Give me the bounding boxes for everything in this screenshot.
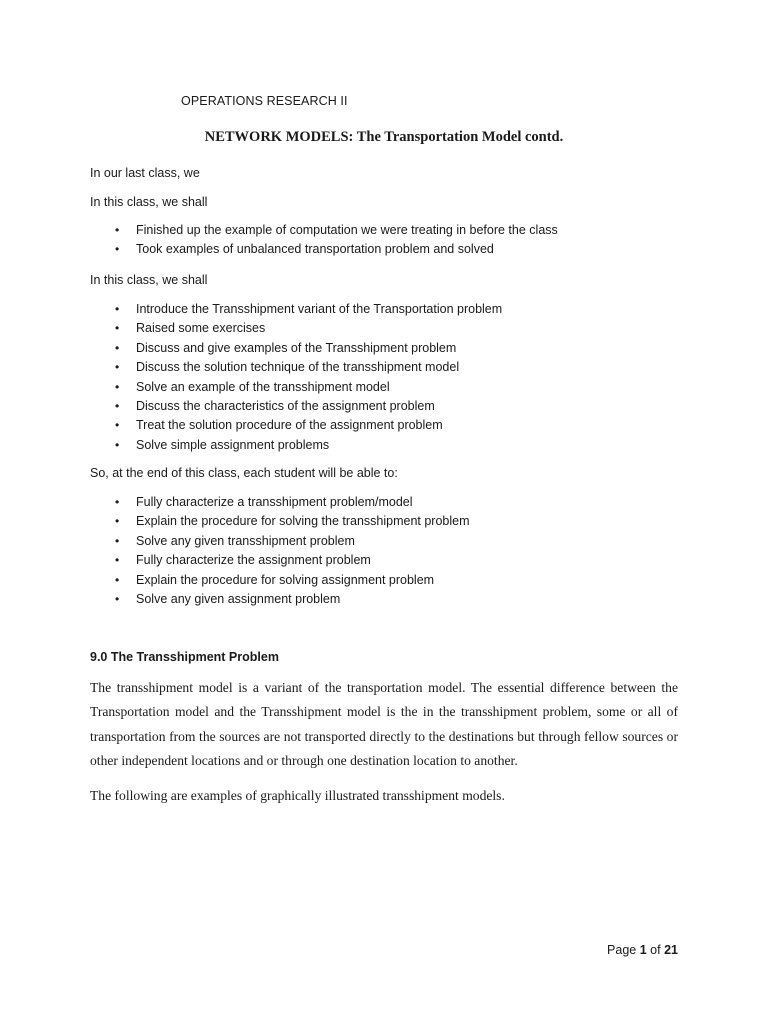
bullet-icon: • bbox=[115, 379, 120, 394]
section-paragraph-2: The following are examples of graphically illustrated transshipment models. bbox=[90, 788, 505, 803]
bullet-icon: • bbox=[115, 533, 120, 548]
section-heading: 9.0 The Transshipment Problem bbox=[90, 650, 279, 664]
bullet-icon: • bbox=[115, 340, 120, 355]
bullet-icon: • bbox=[115, 321, 120, 336]
of-label: of bbox=[650, 943, 661, 957]
last-class-list bbox=[90, 221, 558, 260]
document-title: NETWORK MODELS: The Transportation Model contd. bbox=[204, 129, 564, 145]
list-item: • Fully characterize a transshipment problem/model bbox=[90, 493, 470, 512]
list-item: • Explain the procedure for solving assignment problem bbox=[90, 571, 470, 590]
list-item: • Took examples of unbalanced transportation problem and solved bbox=[90, 240, 558, 259]
bullet-icon: • bbox=[115, 437, 120, 452]
list-item: • Discuss the solution technique of the transshipment model bbox=[90, 358, 502, 377]
list-item: • Solve any given transshipment problem bbox=[90, 532, 470, 551]
bullet-icon: • bbox=[115, 591, 120, 606]
outcomes-list bbox=[90, 493, 470, 609]
list-item: • Treat the solution procedure of the assignment problem bbox=[90, 416, 502, 435]
bullet-icon: • bbox=[115, 398, 120, 413]
bullet-icon: • bbox=[115, 302, 120, 316]
list-item: • Finished up the example of computation we were treating in before the class bbox=[90, 221, 558, 240]
page-number bbox=[607, 943, 678, 957]
course-header: OPERATIONS RESEARCH II bbox=[181, 94, 348, 108]
this-class-list bbox=[90, 300, 502, 455]
list-item: • Discuss the characteristics of the assignment problem bbox=[90, 397, 502, 416]
bullet-icon: • bbox=[115, 572, 120, 587]
list-item: • Raised some exercises bbox=[90, 319, 502, 338]
bullet-icon: • bbox=[115, 418, 120, 433]
bullet-icon: • bbox=[115, 360, 120, 375]
total-pages: 21 bbox=[664, 943, 678, 957]
current-page: 1 bbox=[639, 943, 647, 957]
this-class-intro-2: In this class, we shall bbox=[90, 273, 208, 287]
bullet-icon: • bbox=[115, 223, 120, 237]
this-class-intro-1: In this class, we shall bbox=[90, 195, 208, 209]
list-item: • Solve simple assignment problems bbox=[90, 436, 502, 455]
list-item: • Fully characterize the assignment problem bbox=[90, 551, 470, 570]
list-item: • Solve an example of the transshipment model bbox=[90, 378, 502, 397]
list-item: • Discuss and give examples of the Transshipment problem bbox=[90, 339, 502, 358]
section-paragraph-1: The transshipment model is a variant of the transportation model. The essential difference between the Transportation model and the Transshipment model is the in the transshipment problem, some or all of transportation from the sources are not transported directly to the destinations but through fellow sources or other independent locations and or through one destination location to another. bbox=[90, 680, 678, 769]
list-item: • Solve any given assignment problem bbox=[90, 590, 470, 609]
bullet-icon: • bbox=[115, 242, 120, 257]
bullet-icon: • bbox=[115, 553, 120, 568]
bullet-icon: • bbox=[115, 495, 120, 509]
page-label: Page bbox=[607, 943, 637, 957]
last-class-intro: In our last class, we bbox=[90, 166, 200, 180]
outcomes-intro: So, at the end of this class, each student will be able to: bbox=[90, 466, 398, 480]
bullet-icon: • bbox=[115, 514, 120, 529]
list-item: • Introduce the Transshipment variant of the Transportation problem bbox=[90, 300, 502, 319]
list-item: • Explain the procedure for solving the transshipment problem bbox=[90, 512, 470, 531]
